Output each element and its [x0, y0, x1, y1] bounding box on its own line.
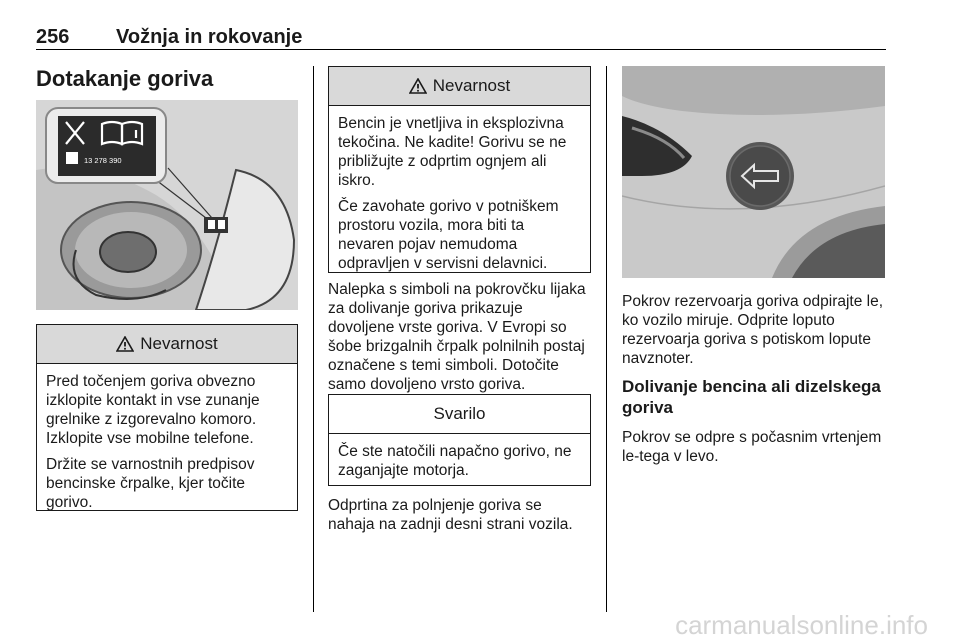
danger-box-2: [328, 66, 591, 273]
danger-box-1-text-2: Držite se varnostnih predpisov bencinske črpalke, kjer točite gorivo.: [46, 456, 255, 511]
caution-box: [328, 394, 591, 486]
column-divider-1: [313, 66, 314, 612]
caution-box-title: Svarilo: [433, 404, 486, 423]
danger-box-2-text-1: Bencin je vnetljiva in eksplozivna tekočina. Ne kadite! Gorivu se ne približujte z odprtim ognjem ali iskro.: [338, 115, 567, 189]
danger-box-2-text-2: Če zavohate gorivo v potniškem prostoru vozila, mora biti ta nevaren pojav nemudoma odpravljen v servisni delavnici.: [338, 198, 559, 272]
paragraph-fuel-label: Nalepka s simboli na pokrovčku lijaka za dolivanje goriva prikazuje dovoljene vrste goriva. V Evropi so šobe brizgalnih črpalk polnilnih postaj označene s temi simboli. Dotočite samo dovoljeno vrsto goriva.: [328, 281, 586, 393]
caution-box-text: Če ste natočili napačno gorivo, ne zaganjajte motorja.: [338, 443, 572, 479]
section-title: Dotakanje goriva: [36, 66, 214, 91]
watermark: carmanualsonline.info: [675, 610, 928, 640]
page-header: [36, 26, 886, 48]
fuel-cap-illustration: [36, 100, 298, 310]
paragraph-cap-turn: Pokrov se odpre s počasnim vrtenjem le-tega v levo.: [622, 429, 882, 465]
running-title: Vožnja in rokovanje: [116, 26, 303, 48]
danger-box-1-text-1: Pred točenjem goriva obvezno izklopite kontakt in vse zunanje grelnike z izgorevalno komoro. Izklopite vse mobilne telefone.: [46, 373, 260, 447]
danger-box-2-title: Nevarnost: [432, 76, 511, 95]
header-rule: [36, 49, 886, 50]
danger-box-1: [36, 324, 298, 511]
warning-triangle-icon: [116, 336, 134, 352]
column-divider-2: [606, 66, 607, 612]
subheading-refuel: Dolivanje bencina ali dizelskega goriva: [622, 377, 881, 417]
page-number: 256: [36, 26, 70, 48]
danger-box-2-header: [329, 67, 590, 106]
caution-box-header: [329, 395, 590, 434]
paragraph-filler-location: Odprtina za polnjenje goriva se nahaja na zadnji desni strani vozila.: [328, 497, 573, 533]
danger-box-1-header: [37, 325, 297, 364]
warning-triangle-icon: [409, 78, 427, 94]
label-code: 13 278 390: [84, 156, 122, 165]
danger-box-1-title: Nevarnost: [140, 334, 218, 353]
fuel-flap-photo: [622, 66, 885, 278]
paragraph-open-flap: Pokrov rezervoarja goriva odpirajte le, ko vozilo miruje. Odprite loputo rezervoarja goriva s potiskom lopute navznoter.: [622, 293, 884, 367]
